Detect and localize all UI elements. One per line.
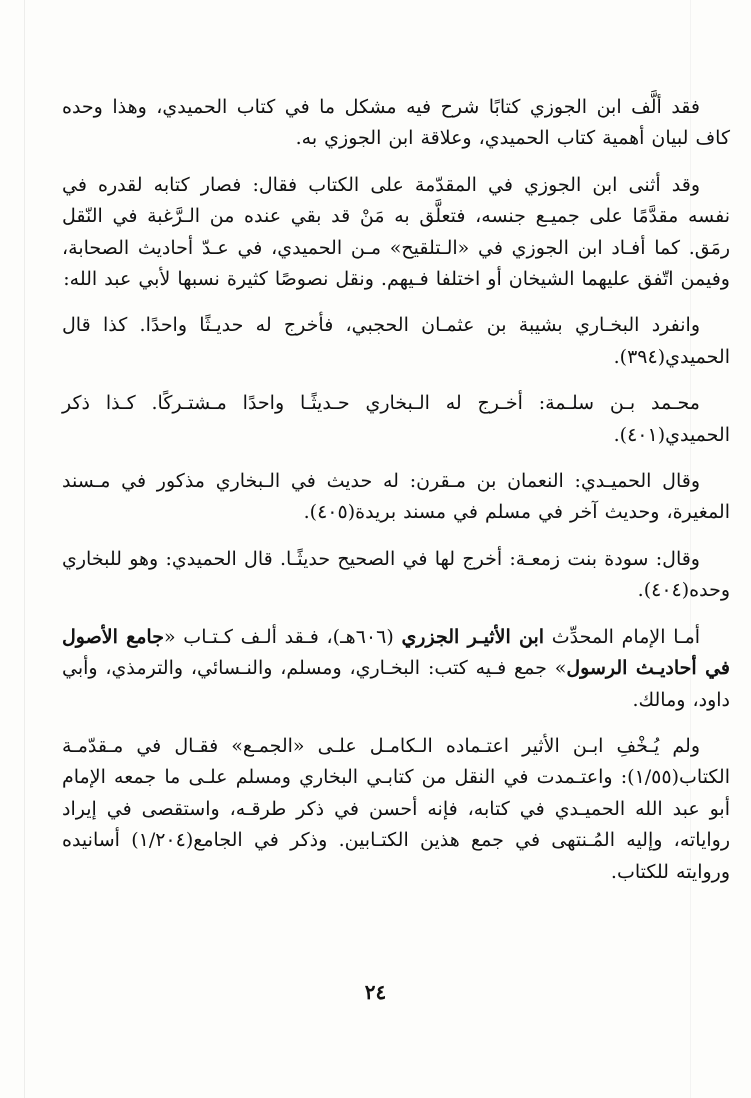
paragraph-3: وانفرد البخـاري بشيبة بن عثمـان الحجبي، فأخرج له حديـثًا واحدًا. كذا قال الحميدي(٣٩٤). [62, 314, 730, 368]
scan-edge-mark [24, 0, 25, 1098]
paragraph-8: ولم يُـخْفِ ابـن الأثير اعتـماده الـكامـل علـى «الجمـع» فقـال في مـقدّمـة الكتاب(١/٥٥): واعتـمدت في النقل من كتابـي البخاري ومسلم علـى ما جمعه الإمام أبو عبد الله الحميـدي في كتابه، فإنه أحسن في ذكر طرقـه، واستقصى في إيراد رواياته، وإليه المُـنتهى في جمع هذين الكتـابين. وذكر في الجامع(١/٢٠٤) أسانيده وروايته للكتاب. [62, 734, 730, 883]
paragraph-4: محـمد بـن سلـمة: أخـرج له الـبخاري حـديثًـا واحدًا مـشتـركًا. كـذا ذكر الحميدي(٤٠١). [62, 392, 730, 446]
book-title-jami-al-usul: جامع الأصول في أحاديـث الرسول [62, 625, 730, 680]
paragraph-7-mid: (٦٠٦هـ)، فـقد ألـف كـتـاب « [163, 625, 402, 648]
page-body [62, 92, 730, 903]
paragraph-1: فقد ألَّف ابن الجوزي كتابًا شرح فيه مشكل ما في كتاب الحميدي، وهذا وحده كاف لبيان أهمية كتاب الحميدي، وعلاقة ابن الجوزي به. [62, 96, 730, 150]
paragraph-5: وقال الحميـدي: النعمان بن مـقرن: له حديث في الـبخاري مذكور في مـسند المغيرة، وحديث آخر في مسلم في مسند بريدة(٤٠٥). [62, 470, 730, 524]
paragraph-2: وقد أثنى ابن الجوزي في المقدّمة على الكتاب فقال: فصار كتابه لقدره في نفسه مقدَّمًا على جميـع جنسه، فتعلَّق به مَنْ قد بقي عنده من الـرَّغبة في النّقل رمَق. كما أفـاد ابن الجوزي في «الـتلقيح» مـن الحميدي، في عـدّ أحاديث الصحابة، وفيمن اتّفق عليهما الشيخان أو اختلفا فـيهم. ونقل نصوصًا كثيرة نسبها لأبي عبد الله: [62, 173, 730, 291]
author-name-ibn-al-athir: ابن الأثيـر الجزري [401, 625, 545, 648]
paragraph-6: وقال: سودة بنت زمعـة: أخرج لها في الصحيح حديثًـا. قال الحميدي: وهو للبخاري وحده(٤٠٤). [62, 547, 730, 602]
paragraph-7-rest: » جمع فـيه كتب: البخـاري، ومسلم، والنـسائي، والترمذي، وأبي داود، ومالك. [62, 657, 730, 711]
page-number: ٢٤ [364, 980, 387, 1004]
paragraph-7 [62, 622, 730, 716]
paragraph-7-intro: أمـا الإمام المحدِّث [544, 625, 701, 648]
